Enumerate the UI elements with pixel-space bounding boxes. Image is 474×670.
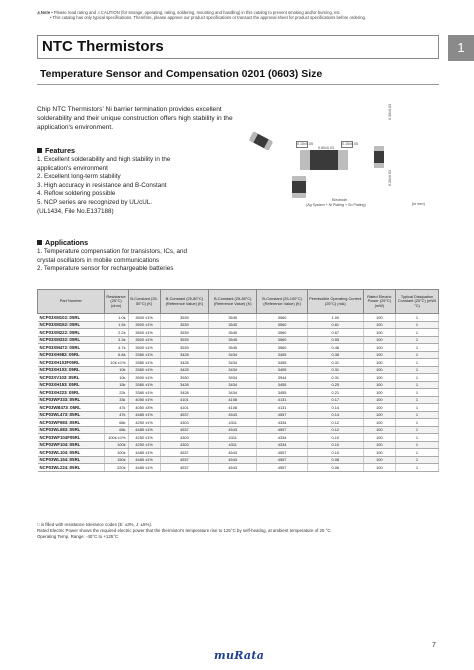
table-cell: 4557: [257, 411, 307, 419]
features-heading-text: Features: [45, 146, 75, 155]
table-cell: 4543: [209, 464, 257, 472]
table-cell: 100: [363, 419, 395, 427]
part-number-cell: NCP03WL683□05RL: [38, 426, 105, 434]
feature-item: 3. High accuracy in resistance and B-Constant: [37, 181, 167, 189]
applications-heading: [37, 238, 88, 247]
table-cell: 100: [363, 426, 395, 434]
table-cell: 3434: [209, 389, 257, 397]
table-cell: 4303: [160, 441, 208, 449]
table-cell: 1: [395, 434, 438, 442]
table-cell: 1.0k: [104, 314, 128, 322]
table-cell: 3455: [257, 359, 307, 367]
table-cell: 0.67: [307, 329, 363, 337]
table-cell: 10k: [104, 374, 128, 382]
table-cell: 0.12: [307, 419, 363, 427]
table-cell: 1: [395, 359, 438, 367]
table-cell: 1.00: [307, 314, 363, 322]
col-header: Typical Dissipation Constant (25°C) (mW/°C): [395, 290, 438, 314]
table-cell: 4303: [160, 434, 208, 442]
table-cell: 100: [363, 404, 395, 412]
table-cell: 3455: [257, 351, 307, 359]
table-row: [38, 434, 439, 442]
chip-side-view-icon: [292, 176, 306, 198]
part-number-cell: NCP03XH223□05RL: [38, 389, 105, 397]
col-header: B-Constant (25-50°C) (K): [128, 290, 160, 314]
col-header: Resistance (25°C) (ohm): [104, 290, 128, 314]
part-number-cell: NCP03XM472□05RL: [38, 344, 105, 352]
table-cell: 1: [395, 404, 438, 412]
table-row: [38, 344, 439, 352]
table-header-row: [38, 290, 439, 314]
table-cell: 3539: [160, 344, 208, 352]
table-cell: 0.14: [307, 404, 363, 412]
footnote: □ is filled with resistance tolerance codes (E: ±3%, J: ±5%).: [37, 522, 153, 527]
table-cell: 1: [395, 321, 438, 329]
table-cell: 4543: [209, 456, 257, 464]
dim-side-label: 0.30±0.03: [388, 170, 392, 186]
table-cell: 3380 ±1%: [128, 351, 160, 359]
table-cell: 1: [395, 389, 438, 397]
table-cell: 4108: [209, 396, 257, 404]
table-cell: 1: [395, 366, 438, 374]
table-cell: 6.8k: [104, 351, 128, 359]
table-cell: 22k: [104, 389, 128, 397]
table-cell: 4485 ±1%: [128, 426, 160, 434]
table-cell: 220k: [104, 464, 128, 472]
applications-heading-text: Applications: [45, 238, 89, 247]
table-cell: 3500 ±1%: [128, 314, 160, 322]
part-number-cell: NCP03XM102□05RL: [38, 314, 105, 322]
table-cell: 3428: [160, 381, 208, 389]
table-cell: 1: [395, 381, 438, 389]
table-cell: 1: [395, 396, 438, 404]
part-number-cell: NCP03XM222□05RL: [38, 329, 105, 337]
note-line-2: • This catalog has only typical specifications. Therefore, please approve our product specifications or transact the approval sheet for product specifications before ordering.: [50, 15, 367, 21]
table-cell: 47k: [104, 404, 128, 412]
table-cell: 100: [363, 441, 395, 449]
table-cell: 0.12: [307, 426, 363, 434]
table-row: [38, 426, 439, 434]
table-cell: 100: [363, 351, 395, 359]
table-row: [38, 411, 439, 419]
chip-photo-icon: [249, 131, 273, 150]
table-cell: 68k: [104, 419, 128, 427]
part-number-cell: NCP03XH103□05RL: [38, 366, 105, 374]
table-cell: 3545: [209, 329, 257, 337]
table-cell: 33k: [104, 396, 128, 404]
footnote: Rated Electric Power shows the required electric power that the thermistor's temperature rise to 125°C by self-heating, at ambient temperature of 25 °C.: [37, 528, 332, 533]
note-symbol: ⚠Note: [37, 10, 51, 15]
table-cell: 1: [395, 336, 438, 344]
table-cell: 4537: [160, 464, 208, 472]
table-row: [38, 449, 439, 457]
dim-top-right-label: 0.30±0.03: [388, 104, 392, 120]
table-cell: 100k ±1%: [104, 434, 128, 442]
table-cell: 100: [363, 321, 395, 329]
table-cell: 100: [363, 381, 395, 389]
table-cell: 0.17: [307, 396, 363, 404]
col-header: B-Constant (25-85°C) (Reference Value) (K): [209, 290, 257, 314]
table-cell: 100: [363, 411, 395, 419]
table-cell: 3900 ±1%: [128, 374, 160, 382]
dim-mid-label: 0.60±0.03: [318, 146, 334, 150]
table-cell: 0.10: [307, 434, 363, 442]
table-cell: 3500 ±1%: [128, 336, 160, 344]
table-cell: 0.81: [307, 321, 363, 329]
table-cell: 100k: [104, 449, 128, 457]
table-cell: 100: [363, 314, 395, 322]
table-cell: 68k: [104, 426, 128, 434]
table-cell: 1.5k: [104, 321, 128, 329]
table-cell: 100: [363, 344, 395, 352]
table-cell: 3539: [160, 336, 208, 344]
part-number-cell: NCP03WF104□05RL: [38, 441, 105, 449]
table-cell: 3545: [209, 336, 257, 344]
table-cell: 4050 ±1%: [128, 396, 160, 404]
table-row: [38, 351, 439, 359]
feature-item: application's environment: [37, 164, 108, 172]
part-number-cell: NCP03XV103□05RL: [38, 374, 105, 382]
unit-label: (in mm): [412, 202, 425, 206]
table-cell: 3545: [209, 344, 257, 352]
table-cell: 3428: [160, 351, 208, 359]
table-cell: 4250 ±1%: [128, 419, 160, 427]
col-header: B-Constant (25-80°C) (Reference Value) (K): [160, 290, 208, 314]
bullet-square-icon: [37, 240, 42, 245]
catalog-note: [37, 10, 437, 20]
table-cell: 4334: [257, 434, 307, 442]
table-cell: 10k: [104, 366, 128, 374]
table-cell: 47k: [104, 411, 128, 419]
table-cell: 1: [395, 344, 438, 352]
chapter-tab: 1: [448, 35, 474, 61]
part-number-cell: NCP03XH153□05RL: [38, 381, 105, 389]
part-number-cell: NCP03XM152□05RL: [38, 321, 105, 329]
table-row: [38, 329, 439, 337]
table-row: [38, 404, 439, 412]
table-cell: 1: [395, 419, 438, 427]
table-row: [38, 381, 439, 389]
table-cell: 100: [363, 449, 395, 457]
table-cell: 3560: [257, 314, 307, 322]
col-header: B-Constant (25-100°C) (Reference Value) (K): [257, 290, 307, 314]
table-cell: 0.25: [307, 381, 363, 389]
spec-table: [37, 289, 439, 472]
table-cell: 3428: [160, 389, 208, 397]
table-cell: 3944: [257, 374, 307, 382]
table-cell: 4250 ±1%: [128, 434, 160, 442]
table-cell: 150k: [104, 456, 128, 464]
table-cell: 3539: [160, 314, 208, 322]
part-number-cell: NCP03WL154□05RL: [38, 456, 105, 464]
table-cell: 0.06: [307, 464, 363, 472]
table-cell: 1: [395, 329, 438, 337]
application-item: 2. Temperature sensor for rechargeable batteries: [37, 265, 174, 273]
table-cell: 4543: [209, 426, 257, 434]
component-drawing: [238, 98, 438, 213]
table-cell: 100: [363, 336, 395, 344]
table-cell: 3428: [160, 359, 208, 367]
table-cell: 4311: [209, 419, 257, 427]
table-cell: 100: [363, 359, 395, 367]
table-cell: 1: [395, 441, 438, 449]
table-row: [38, 359, 439, 367]
table-cell: 4485 ±1%: [128, 411, 160, 419]
table-cell: 100k: [104, 441, 128, 449]
table-cell: 3539: [160, 321, 208, 329]
table-row: [38, 374, 439, 382]
part-number-cell: NCP03XH103F05RL: [38, 359, 105, 367]
table-cell: 100: [363, 396, 395, 404]
part-number-cell: NCP03WB473□05RL: [38, 404, 105, 412]
col-header: Rated Electric Power (25°C) (mW): [363, 290, 395, 314]
table-cell: 3434: [209, 381, 257, 389]
part-number-cell: NCP03WL104□05RL: [38, 449, 105, 457]
table-cell: 3380 ±1%: [128, 381, 160, 389]
table-cell: 3455: [257, 381, 307, 389]
table-row: [38, 456, 439, 464]
table-cell: 0.31: [307, 366, 363, 374]
table-cell: 3.3k: [104, 336, 128, 344]
table-cell: 0.14: [307, 411, 363, 419]
table-row: [38, 441, 439, 449]
table-cell: 100: [363, 329, 395, 337]
table-cell: 3380 ±1%: [128, 359, 160, 367]
feature-item: 4. Reflow soldering possible: [37, 190, 116, 198]
part-number-cell: NCP03WL224□05RL: [38, 464, 105, 472]
table-cell: 100: [363, 389, 395, 397]
table-cell: 3560: [257, 329, 307, 337]
table-cell: 100: [363, 434, 395, 442]
part-number-cell: NCP03WF683□05RL: [38, 419, 105, 427]
table-cell: 4485 ±1%: [128, 464, 160, 472]
bullet-square-icon: [37, 148, 42, 153]
table-cell: 100: [363, 456, 395, 464]
table-cell: 100: [363, 464, 395, 472]
col-header: Part Number: [38, 290, 105, 314]
application-item: crystal oscillators in mobile communications: [37, 256, 160, 264]
page-title: NTC Thermistors: [42, 38, 164, 55]
table-cell: 4.7k: [104, 344, 128, 352]
table-cell: 0.31: [307, 359, 363, 367]
table-cell: 4557: [257, 464, 307, 472]
table-cell: 4303: [160, 419, 208, 427]
table-row: [38, 366, 439, 374]
table-cell: 4543: [209, 449, 257, 457]
note-line-1: • Please read rating and ⚠CAUTION (for storage, operating, rating, soldering, mounting and handling) in this catalog to prevent smoking and/or burning, etc.: [51, 10, 341, 15]
electrode-label: Electrode: [332, 198, 348, 202]
table-cell: 1: [395, 426, 438, 434]
table-cell: 15k: [104, 381, 128, 389]
table-cell: 0.55: [307, 336, 363, 344]
table-row: [38, 336, 439, 344]
table-cell: 0.10: [307, 449, 363, 457]
table-cell: 3560: [257, 321, 307, 329]
table-cell: 4050 ±3%: [128, 404, 160, 412]
table-cell: 4131: [257, 404, 307, 412]
features-heading: [37, 146, 75, 155]
dim-right-label: 0.15±0.05: [342, 142, 358, 146]
table-cell: 4543: [209, 411, 257, 419]
table-cell: 4537: [160, 411, 208, 419]
table-cell: 4108: [209, 404, 257, 412]
table-cell: 3545: [209, 314, 257, 322]
table-cell: 4557: [257, 456, 307, 464]
table-cell: 4537: [160, 456, 208, 464]
table-cell: 10k ±1%: [104, 359, 128, 367]
table-cell: 3380 ±1%: [128, 389, 160, 397]
page-number: 7: [432, 642, 436, 649]
table-cell: 3934: [209, 374, 257, 382]
table-cell: 3500 ±1%: [128, 344, 160, 352]
table-row: [38, 419, 439, 427]
table-cell: 3930: [160, 374, 208, 382]
table-cell: 3434: [209, 366, 257, 374]
murata-logo: muRata: [214, 649, 265, 662]
feature-item: 5. NCP series are recognized by UL/cUL.: [37, 198, 153, 206]
table-cell: 3455: [257, 389, 307, 397]
features-list: [37, 156, 242, 216]
table-cell: 4537: [160, 426, 208, 434]
table-cell: 1: [395, 374, 438, 382]
table-cell: 100: [363, 374, 395, 382]
table-cell: 4557: [257, 449, 307, 457]
table-cell: 0.08: [307, 456, 363, 464]
table-row: [38, 464, 439, 472]
table-cell: 1: [395, 464, 438, 472]
dim-left-label: 0.15±0.05: [297, 142, 313, 146]
footnotes: [37, 522, 439, 540]
table-cell: 4334: [257, 419, 307, 427]
table-row: [38, 396, 439, 404]
table-cell: 0.10: [307, 441, 363, 449]
table-cell: 4131: [257, 396, 307, 404]
table-row: [38, 389, 439, 397]
table-cell: 4101: [160, 404, 208, 412]
applications-list: [37, 248, 242, 274]
table-cell: 1: [395, 351, 438, 359]
electrode-detail: (Ag System + Ni Plating + Sn Plating): [306, 203, 366, 207]
table-cell: 4485 ±1%: [128, 456, 160, 464]
table-cell: 4311: [209, 434, 257, 442]
table-cell: 100: [363, 366, 395, 374]
table-cell: 3428: [160, 366, 208, 374]
table-cell: 2.2k: [104, 329, 128, 337]
table-cell: 4250 ±1%: [128, 441, 160, 449]
table-cell: 3545: [209, 321, 257, 329]
table-cell: 0.21: [307, 389, 363, 397]
application-item: 1. Temperature compensation for transistors, ICs, and: [37, 248, 188, 255]
table-cell: 3380 ±1%: [128, 366, 160, 374]
part-number-cell: NCP03WF104F05RL: [38, 434, 105, 442]
intro-paragraph: Chip NTC Thermistors' Ni barrier termination provides excellent solderability and their unique construction offers high stability in the application's environment.: [37, 106, 233, 131]
table-cell: 3434: [209, 351, 257, 359]
table-cell: 3539: [160, 329, 208, 337]
table-cell: 0.46: [307, 344, 363, 352]
table-cell: 4334: [257, 441, 307, 449]
table-cell: 4311: [209, 441, 257, 449]
table-cell: 3500 ±1%: [128, 329, 160, 337]
table-cell: 4537: [160, 449, 208, 457]
table-cell: 4557: [257, 426, 307, 434]
chip-top-view-icon: [300, 150, 348, 170]
feature-item: (UL1434, File No.E137188): [37, 207, 114, 215]
page-subtitle: Temperature Sensor and Compensation 0201 (0603) Size: [40, 68, 323, 80]
table-cell: 1: [395, 456, 438, 464]
table-cell: 1: [395, 411, 438, 419]
table-cell: 0.31: [307, 374, 363, 382]
feature-item: 2. Excellent long-term stability: [37, 173, 121, 181]
table-cell: 3455: [257, 366, 307, 374]
part-number-cell: NCP03XM332□05RL: [38, 336, 105, 344]
divider: [37, 84, 439, 85]
table-cell: 4485 ±1%: [128, 449, 160, 457]
table-cell: 3434: [209, 359, 257, 367]
table-cell: 3560: [257, 344, 307, 352]
table-cell: 4101: [160, 396, 208, 404]
footnote: Operating Temp. Range: -40°C to +125°C: [37, 534, 119, 539]
table-cell: 3500 ±1%: [128, 321, 160, 329]
feature-item: 1. Excellent solderability and high stability in the: [37, 156, 171, 163]
table-cell: 1: [395, 449, 438, 457]
table-cell: 3560: [257, 336, 307, 344]
part-number-cell: NCP03XH682□05RL: [38, 351, 105, 359]
col-header: Permissible Operating Current (25°C) (mA): [307, 290, 363, 314]
part-number-cell: NCP03WF333□05RL: [38, 396, 105, 404]
table-row: [38, 314, 439, 322]
chip-end-view-icon: [374, 146, 384, 168]
table-cell: 1: [395, 314, 438, 322]
table-cell: 0.38: [307, 351, 363, 359]
title-frame: [37, 35, 439, 59]
part-number-cell: NCP03WL473□05RL: [38, 411, 105, 419]
table-row: [38, 321, 439, 329]
